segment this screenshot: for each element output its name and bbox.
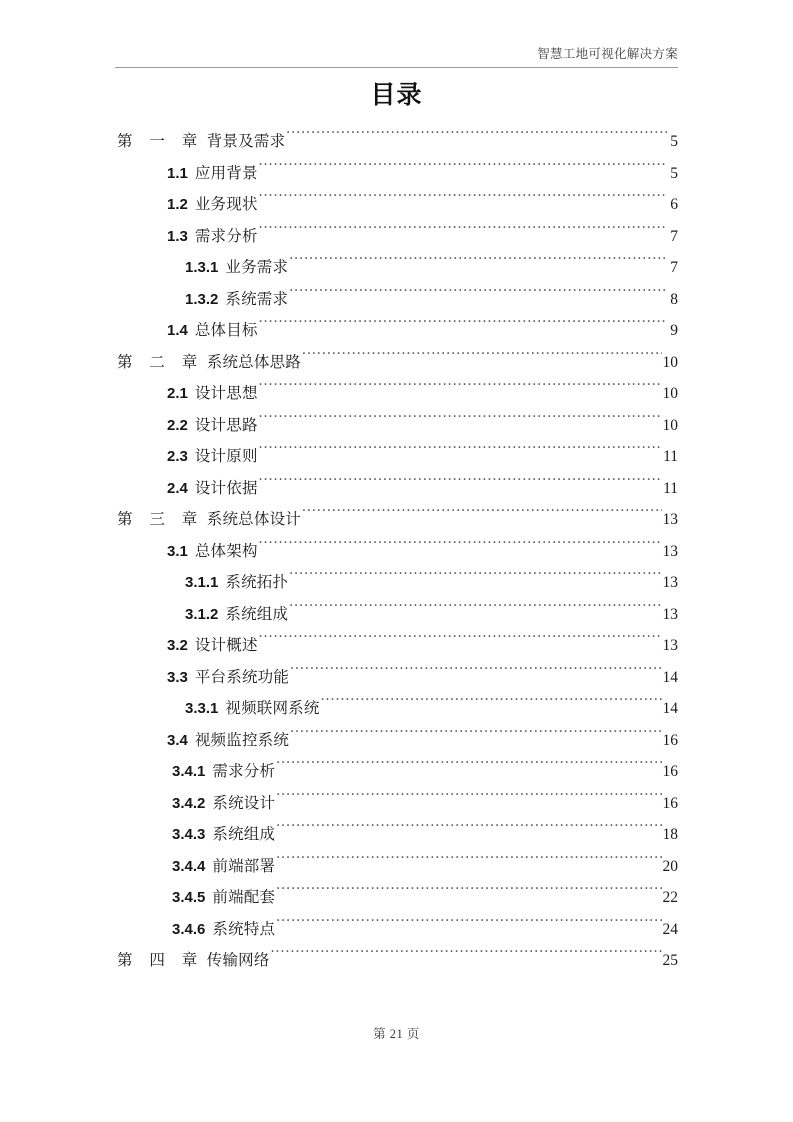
- toc-entry-number: 3.4.2: [172, 794, 206, 812]
- toc-entry[interactable]: [115, 756, 678, 788]
- toc-entry-label: 前端配套: [212, 889, 276, 906]
- toc-entry-number: 2.1: [167, 385, 188, 402]
- toc-entry[interactable]: [115, 158, 678, 190]
- toc-entry-number: 3.4.1: [172, 763, 206, 780]
- toc-entry[interactable]: [115, 284, 678, 316]
- toc-leader-dots: [276, 855, 661, 871]
- running-header-title: 智慧工地可视化解决方案: [537, 47, 678, 61]
- toc-entry[interactable]: [115, 473, 678, 505]
- toc-entry[interactable]: [115, 599, 678, 631]
- toc-entry[interactable]: [115, 410, 678, 442]
- toc-leader-dots: [259, 540, 662, 556]
- toc-entry-label: 系统需求: [225, 290, 289, 308]
- toc-entry-label: 应用背景: [194, 164, 258, 182]
- toc-entry-page-number: 7: [670, 227, 678, 245]
- toc-entry-page-number: 14: [662, 668, 678, 686]
- toc-entry-number: 3.4.5: [172, 889, 206, 906]
- toc-entry-number: 第 三 章: [117, 511, 204, 528]
- toc-entry-label: 总体架构: [194, 542, 258, 560]
- toc-entry-page-number: 5: [670, 133, 678, 150]
- toc-leader-dots: [289, 603, 661, 619]
- toc-leader-dots: [302, 509, 662, 525]
- toc-leader-dots: [302, 351, 662, 367]
- toc-entry[interactable]: [115, 567, 678, 599]
- toc-entry-number: 1.2: [167, 196, 188, 213]
- toc-entry-number: 3.1.1: [185, 574, 219, 591]
- page-footer: [0, 1024, 793, 1042]
- toc-entry-number: 2.2: [167, 416, 188, 434]
- toc-entry-number: 3.4: [167, 731, 188, 749]
- toc-entry-label: 系统组成: [212, 826, 276, 843]
- toc-entry-page-number: 9: [670, 322, 678, 339]
- toc-leader-dots: [259, 477, 662, 493]
- page-title: 目录: [370, 81, 423, 109]
- toc-leader-dots: [289, 288, 667, 304]
- toc-entry-page-number: 25: [662, 952, 678, 969]
- toc-entry-number: 2.3: [167, 448, 188, 465]
- toc-entry[interactable]: [115, 914, 678, 946]
- toc-leader-dots: [290, 666, 661, 682]
- toc-leader-dots: [259, 162, 667, 178]
- toc-entry-label: 视频联网系统: [225, 700, 320, 717]
- toc-entry-number: 1.3: [167, 227, 188, 245]
- toc-entry[interactable]: [115, 126, 678, 158]
- toc-entry[interactable]: [115, 378, 678, 410]
- toc-entry-page-number: 22: [662, 889, 678, 906]
- toc-entry-page-number: 13: [662, 637, 678, 654]
- toc-entry[interactable]: [115, 945, 678, 977]
- toc-entry[interactable]: [115, 189, 678, 221]
- footer-page-number: 第 21 页: [373, 1027, 420, 1041]
- toc-entry-page-number: 13: [662, 511, 678, 528]
- toc-entry-label: 设计依据: [194, 479, 258, 497]
- toc-entry-number: 3.2: [167, 637, 188, 654]
- toc-entry-label: 总体目标: [194, 322, 258, 339]
- toc-entry-label: 传输网络: [206, 952, 270, 969]
- toc-entry[interactable]: [115, 882, 678, 914]
- toc-entry[interactable]: [115, 315, 678, 347]
- toc-entry-page-number: 16: [662, 794, 678, 812]
- toc-entry-page-number: 5: [670, 164, 678, 182]
- toc-leader-dots: [259, 635, 662, 651]
- toc-entry-label: 前端部署: [212, 857, 276, 875]
- toc-entry-page-number: 14: [662, 700, 678, 717]
- toc-entry-label: 系统设计: [212, 794, 276, 812]
- toc-entry-number: 1.3.2: [185, 290, 219, 308]
- table-of-contents: [115, 126, 678, 977]
- toc-entry-label: 系统总体思路: [206, 353, 301, 371]
- toc-leader-dots: [276, 761, 661, 777]
- toc-entry-page-number: 16: [662, 731, 678, 749]
- toc-entry-page-number: 13: [662, 605, 678, 623]
- toc-entry-number: 3.4.3: [172, 826, 206, 843]
- toc-entry-label: 设计思想: [194, 385, 258, 402]
- toc-entry-label: 系统总体设计: [206, 511, 301, 528]
- toc-entry-page-number: 16: [662, 763, 678, 780]
- toc-leader-dots: [290, 729, 661, 745]
- toc-entry-label: 设计原则: [194, 448, 258, 465]
- toc-entry-label: 设计思路: [194, 416, 258, 434]
- toc-entry-label: 视频监控系统: [194, 731, 290, 749]
- toc-leader-dots: [259, 320, 667, 336]
- toc-entry[interactable]: [115, 536, 678, 568]
- toc-entry-label: 系统组成: [225, 605, 289, 623]
- toc-entry-page-number: 10: [662, 416, 678, 434]
- toc-entry-label: 设计概述: [194, 637, 258, 654]
- toc-entry-label: 系统特点: [212, 920, 276, 938]
- toc-entry-label: 系统拓扑: [225, 574, 289, 591]
- toc-entry[interactable]: [115, 630, 678, 662]
- toc-entry[interactable]: [115, 347, 678, 379]
- toc-entry-label: 需求分析: [194, 227, 258, 245]
- toc-entry-number: 第 一 章: [117, 133, 204, 150]
- toc-leader-dots: [276, 824, 661, 840]
- toc-leader-dots: [286, 131, 667, 147]
- toc-entry[interactable]: [115, 221, 678, 253]
- toc-entry-number: 第 二 章: [117, 353, 204, 371]
- toc-entry-number: 3.4.6: [172, 920, 206, 938]
- toc-entry-page-number: 20: [662, 857, 678, 875]
- toc-entry-number: 3.3.1: [185, 700, 219, 717]
- toc-leader-dots: [271, 950, 662, 966]
- toc-leader-dots: [259, 225, 667, 241]
- toc-entry-page-number: 11: [663, 479, 678, 497]
- toc-leader-dots: [276, 887, 661, 903]
- toc-entry-label: 背景及需求: [206, 133, 286, 150]
- toc-entry-page-number: 6: [670, 196, 678, 213]
- toc-entry-label: 平台系统功能: [194, 668, 290, 686]
- toc-entry[interactable]: [115, 662, 678, 694]
- toc-entry-number: 第 四 章: [117, 952, 204, 969]
- toc-entry-page-number: 8: [670, 290, 678, 308]
- toc-entry[interactable]: [115, 504, 678, 536]
- running-header: [115, 44, 678, 68]
- toc-entry-page-number: 10: [662, 353, 678, 371]
- toc-entry-page-number: 13: [662, 574, 678, 591]
- toc-entry[interactable]: [115, 788, 678, 820]
- toc-entry-label: 业务现状: [194, 196, 258, 213]
- toc-entry-label: 业务需求: [225, 259, 289, 276]
- toc-entry[interactable]: [115, 819, 678, 851]
- toc-entry-label: 需求分析: [212, 763, 276, 780]
- toc-entry-page-number: 13: [662, 542, 678, 560]
- toc-entry-number: 3.4.4: [172, 857, 206, 875]
- toc-entry-number: 3.1.2: [185, 605, 219, 623]
- toc-entry-number: 3.1: [167, 542, 188, 560]
- toc-entry-number: 1.1: [167, 164, 188, 182]
- toc-entry-page-number: 10: [662, 385, 678, 402]
- toc-entry[interactable]: [115, 725, 678, 757]
- toc-entry-page-number: 7: [670, 259, 678, 276]
- toc-leader-dots: [276, 792, 661, 808]
- toc-leader-dots: [289, 572, 661, 588]
- toc-entry-page-number: 24: [662, 920, 678, 938]
- toc-entry-page-number: 18: [662, 826, 678, 843]
- toc-entry[interactable]: [115, 851, 678, 883]
- toc-entry[interactable]: [115, 441, 678, 473]
- toc-leader-dots: [259, 383, 662, 399]
- toc-entry[interactable]: [115, 693, 678, 725]
- toc-leader-dots: [259, 414, 662, 430]
- toc-leader-dots: [276, 918, 661, 934]
- toc-entry-number: 3.3: [167, 668, 188, 686]
- toc-leader-dots: [289, 257, 667, 273]
- toc-leader-dots: [321, 698, 662, 714]
- toc-entry[interactable]: [115, 252, 678, 284]
- toc-entry-number: 1.4: [167, 322, 188, 339]
- toc-leader-dots: [259, 194, 667, 210]
- toc-entry-page-number: 11: [663, 448, 678, 465]
- toc-entry-number: 1.3.1: [185, 259, 219, 276]
- toc-entry-number: 2.4: [167, 479, 188, 497]
- toc-leader-dots: [259, 446, 662, 462]
